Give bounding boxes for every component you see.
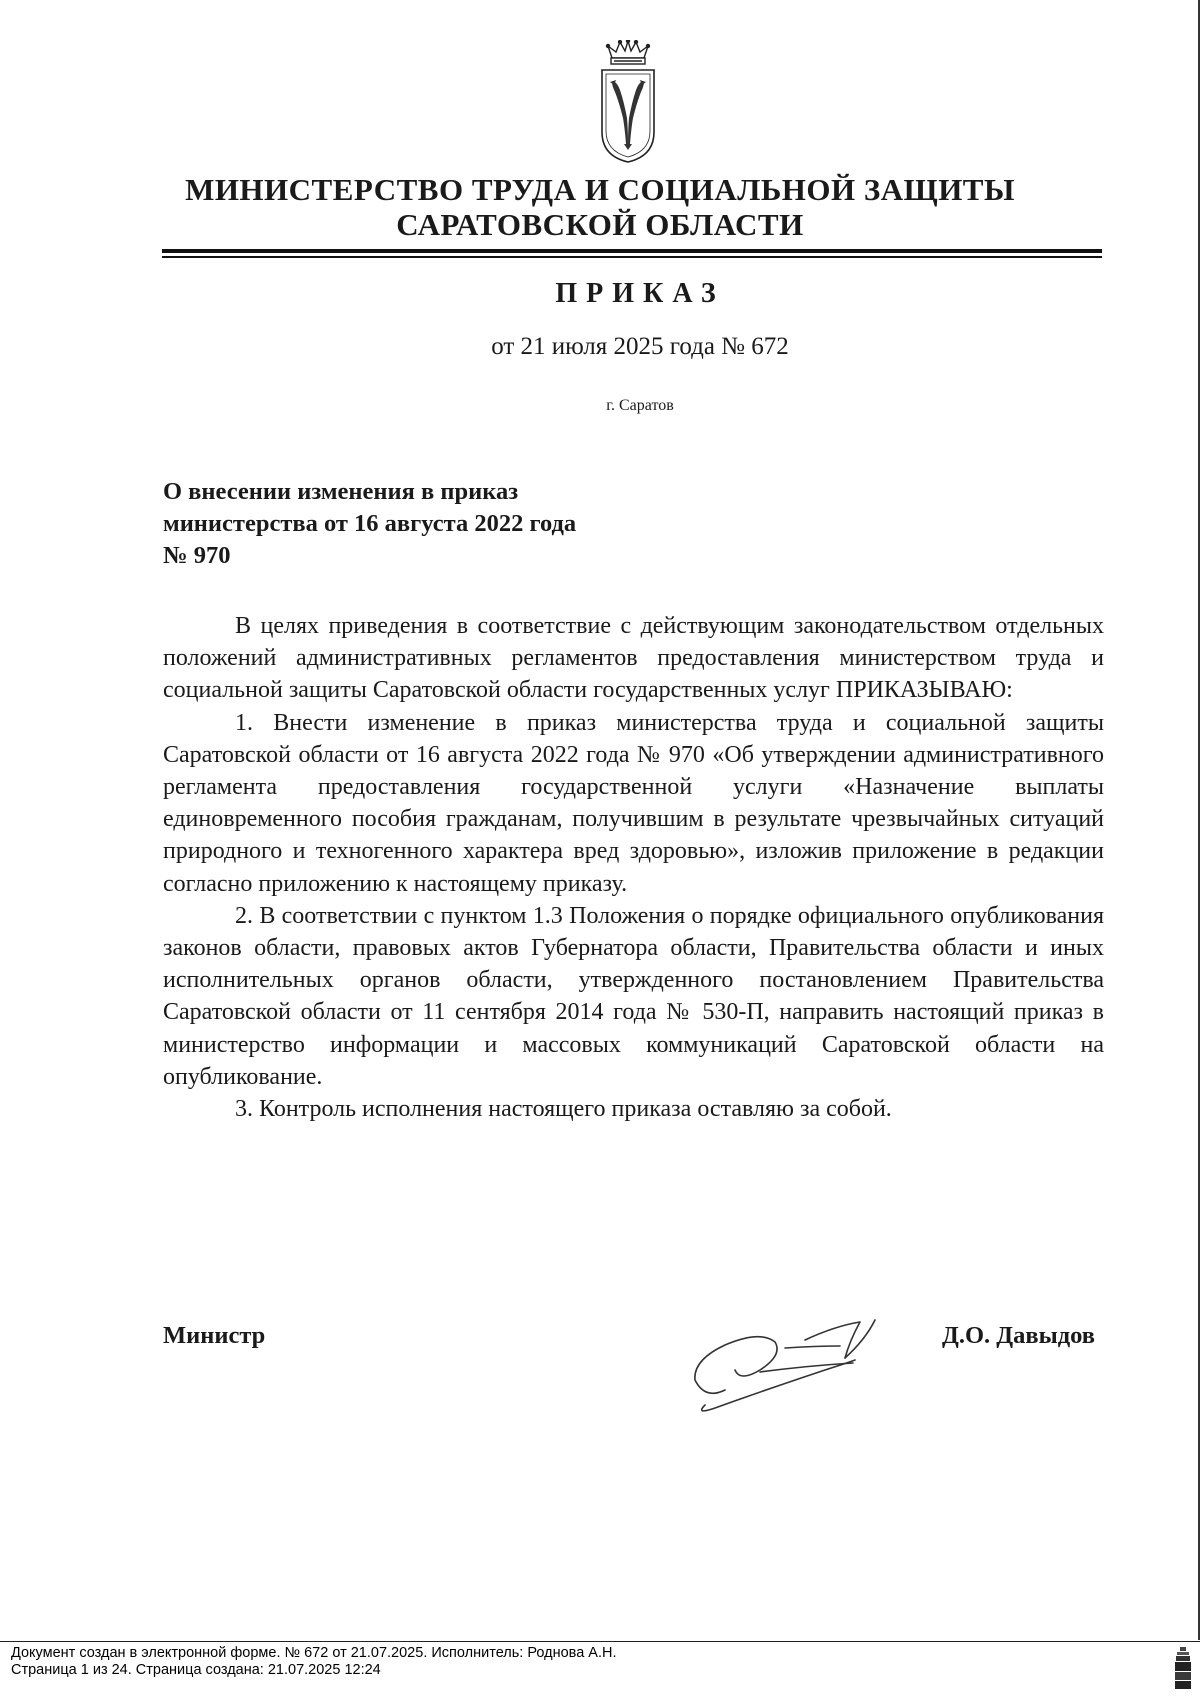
subject-line: министерства от 16 августа 2022 года — [163, 510, 577, 537]
ministry-name-line2: САРАТОВСКОЙ ОБЛАСТИ — [396, 207, 804, 242]
footer-line-document-info: Документ создан в электронной форме. № 672 от 21.07.2025. Исполнитель: Роднова А.Н. — [11, 1645, 617, 1661]
document-stack-icon — [1174, 1646, 1192, 1690]
body-paragraph-item-3: 3. Контроль исполнения настоящего приказа оставляю за собой. — [235, 1096, 892, 1123]
ministry-name-line1: МИНИСТЕРСТВО ТРУДА И СОЦИАЛЬНОЙ ЗАЩИТЫ — [185, 172, 1015, 207]
handwritten-signature — [665, 1300, 935, 1420]
signatory-position: Министр — [163, 1322, 266, 1349]
header-rule-thin — [162, 256, 1102, 258]
order-date-number: от 21 июля 2025 года № 672 — [491, 333, 789, 360]
order-title: ПРИКАЗ — [555, 278, 725, 309]
electronic-document-footer — [11, 1645, 617, 1679]
body-paragraph-item-2: 2. В соответствии с пунктом 1.3 Положения о порядке официального опубликования законов области, правовых актов Губернатора области, Правительства области и иных исполнительных органов области, утвержденного постановлением Правительства Саратовской области от 11 сентября 2014 года № 530-П, направить настоящий приказ в министерство информации и массовых коммуникаций Саратовской области на опубликование. — [163, 902, 1104, 1090]
footer-divider — [0, 1641, 1200, 1642]
subject-line: № 970 — [163, 542, 231, 569]
order-city: г. Саратов — [606, 397, 674, 414]
header-rule-thick — [162, 249, 1102, 253]
order-subject — [163, 476, 723, 572]
order-body — [163, 610, 1104, 1125]
body-paragraph-item-1: 1. Внести изменение в приказ министерства труда и социальной защиты Саратовской области от 16 августа 2022 года № 970 «Об утверждении административного регламента предоставления государственной услуги «Назначение выплаты единовременного пособия гражданам, получившим в результате чрезвычайных ситуаций природного и техногенного характера вред здоровью», изложив приложение в редакции согласно приложению к настоящему приказу. — [163, 709, 1104, 897]
body-paragraph-preamble: В целях приведения в соответствие с действующим законодательством отдельных положений административных регламентов предоставления министерством труда и социальной защиты Саратовской области государственных услуг ПРИКАЗЫВАЮ: — [163, 613, 1104, 704]
subject-line: О внесении изменения в приказ — [163, 478, 519, 505]
signatory-name: Д.О. Давыдов — [942, 1322, 1096, 1349]
footer-line-page-info: Страница 1 из 24. Страница создана: 21.07.2025 12:24 — [11, 1662, 381, 1678]
coat-of-arms-icon — [598, 40, 658, 165]
